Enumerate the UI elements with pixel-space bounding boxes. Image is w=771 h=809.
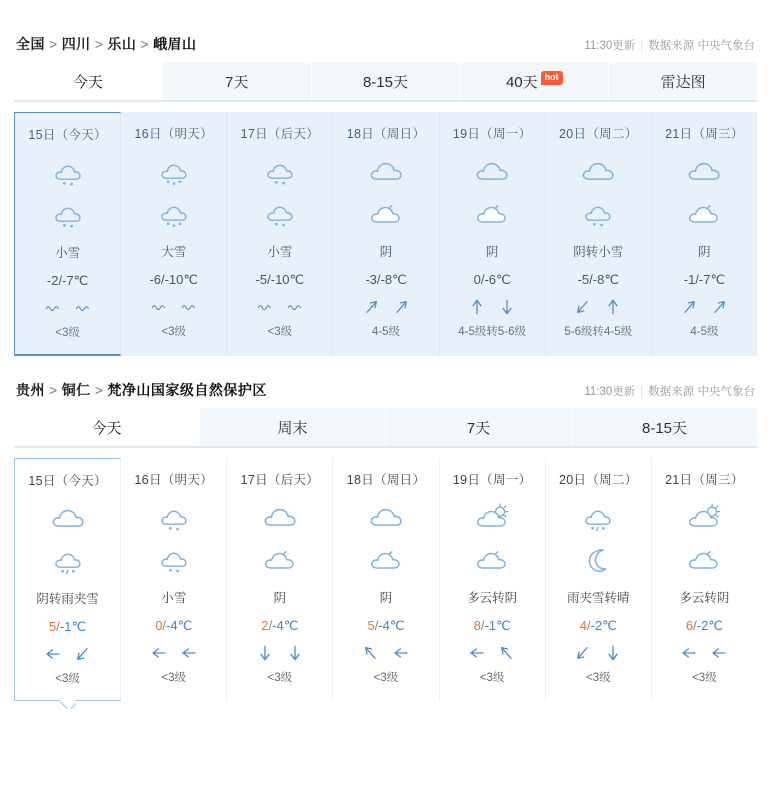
weather-icon-day-sun-cloud-icon bbox=[652, 496, 757, 538]
tab-8-15天[interactable] bbox=[312, 62, 461, 100]
wind-icons bbox=[546, 298, 651, 316]
wind-icons bbox=[333, 644, 438, 662]
wind-level: <3级 bbox=[479, 672, 505, 684]
weather-condition: 阴 bbox=[379, 591, 393, 605]
weather-icon-day-overcast-icon bbox=[333, 496, 438, 538]
tab-7天[interactable] bbox=[163, 62, 312, 100]
weather-condition: 多云转阴 bbox=[467, 591, 518, 605]
weather-panel bbox=[0, 0, 771, 356]
wind-direction-icon bbox=[287, 645, 303, 661]
weather-icon-night-snow-light-icon bbox=[121, 538, 226, 580]
data-source: 数据来源 中央气象台 bbox=[648, 386, 755, 398]
tab-label: 周末 bbox=[277, 420, 308, 437]
wind-direction-icon bbox=[681, 645, 697, 661]
tab-label: 8-15天 bbox=[641, 420, 688, 437]
weather-icon-day-sun-cloud-icon bbox=[440, 496, 545, 538]
wind-direction-icon bbox=[257, 300, 273, 314]
wind-direction-icon bbox=[75, 646, 91, 662]
weather-icon-night-snow-light-icon bbox=[15, 193, 120, 235]
weather-icon-night-cloudy-night-icon bbox=[333, 538, 438, 580]
tab-label: 7天 bbox=[466, 420, 491, 437]
day-date: 20日（周二） bbox=[559, 127, 638, 141]
forecast-strip bbox=[14, 112, 757, 356]
wind-level: <3级 bbox=[692, 672, 717, 684]
weather-condition: 雨夹雪转晴 bbox=[567, 591, 630, 605]
wind-level: <3级 bbox=[161, 326, 187, 338]
weather-condition: 多云转阴 bbox=[679, 591, 730, 605]
wind-direction-icon bbox=[181, 645, 197, 661]
day-date: 19日（周一） bbox=[452, 127, 532, 141]
temperature-range: 0/-4℃ bbox=[155, 618, 193, 633]
temperature-range: 6/-2℃ bbox=[685, 618, 723, 633]
forecast-day[interactable] bbox=[440, 112, 546, 356]
day-date: 15日（今天） bbox=[28, 474, 107, 488]
weather-icon-day-overcast-icon bbox=[546, 150, 651, 192]
tab-40天[interactable] bbox=[460, 62, 609, 100]
weather-condition: 小雪 bbox=[55, 246, 81, 260]
breadcrumb-separator: > bbox=[140, 36, 150, 52]
wind-direction-icon bbox=[151, 300, 167, 314]
wind-direction-icon bbox=[363, 299, 379, 315]
wind-icons bbox=[440, 644, 545, 662]
day-date: 16日（明天） bbox=[134, 127, 213, 141]
weather-icon-day-overcast-icon bbox=[652, 150, 757, 192]
forecast-day[interactable] bbox=[227, 458, 333, 701]
update-time: 11:30更新 bbox=[584, 386, 636, 398]
wind-icons bbox=[546, 644, 651, 662]
forecast-day[interactable] bbox=[227, 112, 333, 356]
wind-level: <3级 bbox=[55, 327, 80, 339]
weather-condition: 阴 bbox=[379, 245, 393, 259]
wind-level: <3级 bbox=[373, 672, 399, 684]
wind-level: <3级 bbox=[585, 672, 611, 684]
weather-icon-night-snow-light-icon bbox=[227, 192, 332, 234]
wind-icons bbox=[333, 298, 438, 316]
selected-pointer bbox=[60, 700, 76, 709]
wind-direction-icon bbox=[45, 301, 61, 315]
breadcrumb-item[interactable]: 铜仁 bbox=[61, 382, 91, 398]
breadcrumb-item[interactable]: 贵州 bbox=[16, 382, 45, 398]
tab-今天[interactable] bbox=[14, 62, 163, 100]
wind-direction-icon bbox=[151, 645, 167, 661]
wind-icons bbox=[121, 298, 226, 316]
forecast-day[interactable] bbox=[546, 112, 652, 356]
wind-direction-icon bbox=[469, 645, 485, 661]
wind-icons bbox=[440, 298, 545, 316]
breadcrumb bbox=[16, 34, 197, 54]
wind-level: <3级 bbox=[55, 673, 80, 685]
weather-condition: 小雪 bbox=[267, 245, 293, 259]
wind-level: <3级 bbox=[161, 672, 187, 684]
temperature-range: 5/-4℃ bbox=[367, 618, 405, 633]
forecast-day[interactable] bbox=[121, 458, 227, 701]
weather-icon-day-overcast-icon bbox=[333, 150, 438, 192]
weather-icon-night-cloudy-night-icon bbox=[440, 192, 545, 234]
panel-header bbox=[14, 380, 757, 408]
weather-icon-day-overcast-icon bbox=[227, 496, 332, 538]
tab-label: 7天 bbox=[225, 74, 249, 91]
forecast-day-selected[interactable] bbox=[14, 112, 121, 356]
day-date: 21日（周三） bbox=[665, 473, 744, 487]
weather-condition: 阴 bbox=[698, 245, 711, 259]
wind-direction-icon bbox=[257, 645, 273, 661]
weather-condition: 阴 bbox=[485, 245, 499, 259]
weather-icon-night-cloudy-night-icon bbox=[333, 192, 438, 234]
meta-divider: | bbox=[640, 40, 644, 52]
tab-bar[interactable] bbox=[14, 408, 757, 448]
wind-direction-icon bbox=[605, 299, 621, 315]
weather-condition: 大雪 bbox=[161, 245, 187, 259]
temperature-range: -5/-8℃ bbox=[577, 272, 619, 287]
breadcrumb-separator: > bbox=[94, 36, 104, 52]
weather-icon-night-cloudy-night-icon bbox=[227, 538, 332, 580]
wind-icons bbox=[15, 299, 120, 317]
wind-direction-icon bbox=[499, 645, 515, 661]
wind-direction-icon bbox=[575, 645, 591, 661]
tab-今天[interactable] bbox=[14, 408, 200, 446]
wind-level: <3级 bbox=[267, 672, 293, 684]
day-date: 15日（今天） bbox=[28, 128, 107, 142]
weather-icon-night-cloudy-night-icon bbox=[440, 538, 545, 580]
forecast-day[interactable] bbox=[333, 112, 439, 356]
update-meta bbox=[584, 383, 755, 399]
meta-divider: | bbox=[640, 386, 644, 398]
forecast-day-selected[interactable] bbox=[14, 458, 121, 701]
temperature-range: -6/-10℃ bbox=[149, 272, 198, 287]
weather-icon-day-snow-light-icon bbox=[15, 151, 120, 193]
temperature-range: -1/-7℃ bbox=[683, 272, 726, 287]
day-date: 17日（后天） bbox=[240, 127, 320, 141]
wind-level: 4-5级 bbox=[371, 326, 401, 338]
tab-label: 雷达图 bbox=[660, 74, 706, 91]
day-date: 17日（后天） bbox=[240, 473, 320, 487]
wind-direction-icon bbox=[499, 299, 515, 315]
weather-icon-day-sleet-icon bbox=[546, 496, 651, 538]
weather-icon-day-snow-light-icon bbox=[121, 496, 226, 538]
wind-level: 5-6级转4-5级 bbox=[564, 326, 633, 338]
weather-icon-night-snow-light-icon bbox=[546, 192, 651, 234]
wind-direction-icon bbox=[75, 301, 91, 315]
day-date: 16日（明天） bbox=[134, 473, 213, 487]
wind-direction-icon bbox=[711, 645, 727, 661]
tab-7天[interactable] bbox=[386, 408, 572, 446]
tab-雷达图[interactable] bbox=[609, 62, 757, 100]
breadcrumb bbox=[16, 380, 267, 400]
wind-direction-icon bbox=[393, 645, 409, 661]
forecast-day[interactable] bbox=[440, 458, 546, 701]
breadcrumb-item[interactable]: 梵净山国家级自然保护区 bbox=[107, 382, 267, 398]
wind-direction-icon bbox=[575, 299, 591, 315]
weather-condition: 小雪 bbox=[161, 591, 187, 605]
weather-condition: 阴转雨夹雪 bbox=[36, 592, 99, 606]
forecast-day[interactable] bbox=[546, 458, 652, 701]
tab-label: 40天 bbox=[505, 74, 538, 91]
temperature-range: 0/-6℃ bbox=[473, 272, 511, 287]
temperature-range: 8/-1℃ bbox=[473, 618, 511, 633]
wind-direction-icon bbox=[469, 299, 485, 315]
forecast-day[interactable] bbox=[121, 112, 227, 356]
forecast-day[interactable] bbox=[652, 458, 757, 701]
panel-header bbox=[14, 34, 757, 62]
wind-direction-icon bbox=[605, 645, 621, 661]
weather-icon-night-snow-heavy-icon bbox=[121, 192, 226, 234]
wind-direction-icon bbox=[181, 300, 197, 314]
day-date: 18日（周日） bbox=[346, 127, 426, 141]
weather-panel bbox=[0, 356, 771, 701]
wind-icons bbox=[227, 644, 332, 662]
tab-label: 8-15天 bbox=[362, 74, 408, 91]
weather-condition: 阴转小雪 bbox=[573, 245, 624, 259]
weather-icon-night-cloudy-night-icon bbox=[652, 538, 757, 580]
weather-icon-day-snow-heavy-icon bbox=[121, 150, 226, 192]
tab-label: 今天 bbox=[91, 420, 122, 437]
weather-icon-night-cloudy-night-icon bbox=[652, 192, 757, 234]
tab-8-15天[interactable] bbox=[572, 408, 757, 446]
wind-icons bbox=[652, 298, 757, 316]
temperature-range: 5/-1℃ bbox=[49, 619, 87, 634]
weather-icon-day-overcast-icon bbox=[15, 497, 120, 539]
tab-label: 今天 bbox=[72, 74, 103, 91]
wind-direction-icon bbox=[287, 300, 303, 314]
breadcrumb-item[interactable]: 峨眉山 bbox=[153, 36, 197, 52]
hot-badge: hot bbox=[541, 71, 563, 85]
weather-icon-night-sleet-icon bbox=[15, 539, 120, 581]
wind-level: <3级 bbox=[267, 326, 293, 338]
temperature-range: 2/-4℃ bbox=[261, 618, 299, 633]
temperature-range: -3/-8℃ bbox=[365, 272, 407, 287]
wind-icons bbox=[652, 644, 757, 662]
forecast-day[interactable] bbox=[652, 112, 757, 356]
tab-bar[interactable] bbox=[14, 62, 757, 102]
wind-level: 4-5级转5-6级 bbox=[458, 326, 526, 338]
wind-direction-icon bbox=[45, 646, 61, 662]
wind-icons bbox=[227, 298, 332, 316]
weather-icon-day-snow-light-icon bbox=[227, 150, 332, 192]
wind-direction-icon bbox=[393, 299, 409, 315]
weather-condition: 阴 bbox=[273, 591, 287, 605]
breadcrumb-item[interactable]: 全国 bbox=[16, 36, 45, 52]
temperature-range: -5/-10℃ bbox=[255, 272, 305, 287]
update-time: 11:30更新 bbox=[584, 40, 636, 52]
temperature-range: -2/-7℃ bbox=[46, 273, 89, 288]
wind-icons bbox=[121, 644, 226, 662]
wind-direction-icon bbox=[711, 299, 727, 315]
weather-icon-day-overcast-icon bbox=[440, 150, 545, 192]
wind-level: 4-5级 bbox=[690, 326, 719, 338]
day-date: 18日（周日） bbox=[346, 473, 426, 487]
breadcrumb-item[interactable]: 四川 bbox=[61, 36, 91, 52]
data-source: 数据来源 中央气象台 bbox=[648, 40, 755, 52]
breadcrumb-separator: > bbox=[49, 382, 58, 398]
day-date: 19日（周一） bbox=[452, 473, 532, 487]
breadcrumb-item[interactable]: 乐山 bbox=[107, 36, 137, 52]
wind-direction-icon bbox=[363, 645, 379, 661]
tab-周末[interactable] bbox=[200, 408, 386, 446]
forecast-strip bbox=[14, 458, 757, 701]
breadcrumb-separator: > bbox=[94, 382, 104, 398]
wind-icons bbox=[15, 645, 120, 663]
day-date: 21日（周三） bbox=[665, 127, 744, 141]
weather-icon-night-moon-icon bbox=[546, 538, 651, 580]
temperature-range: 4/-2℃ bbox=[579, 618, 617, 633]
forecast-day[interactable] bbox=[333, 458, 439, 701]
update-meta bbox=[584, 37, 755, 53]
wind-direction-icon bbox=[681, 299, 697, 315]
day-date: 20日（周二） bbox=[559, 473, 638, 487]
breadcrumb-separator: > bbox=[49, 36, 58, 52]
